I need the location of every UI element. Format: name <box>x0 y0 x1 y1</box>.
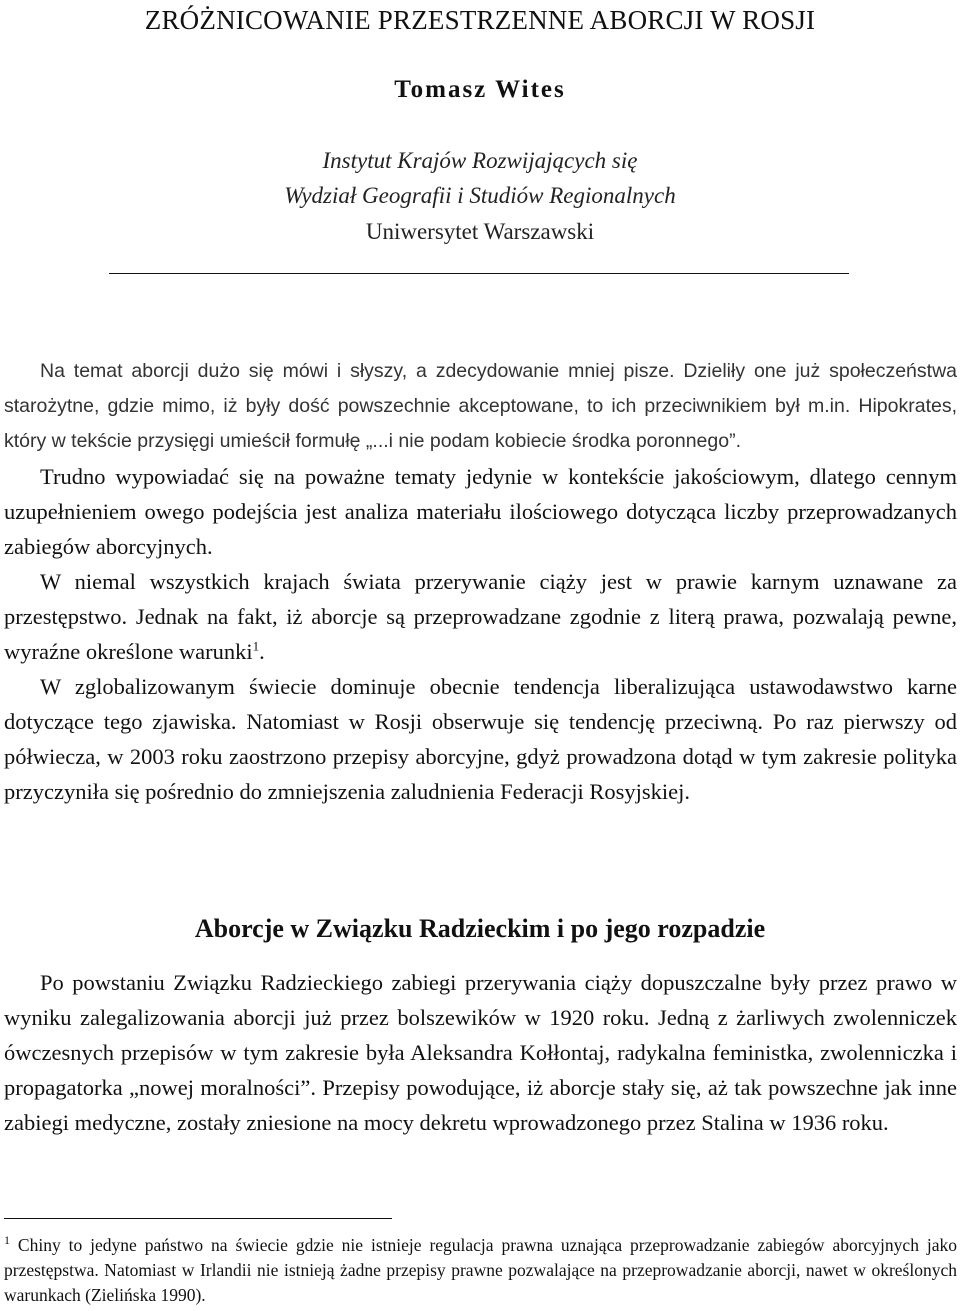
affiliation-institute: Instytut Krajów Rozwijających się <box>322 148 638 173</box>
footnote-1 <box>4 1233 957 1308</box>
intro-paragraph-2: Trudno wypowiadać się na poważne tematy jedynie w kontekście jakościowym, dlatego cennym uzupełnieniem owego podejścia jest analiza materiału ilościowego dotycząca liczby przeprowadzanych zabiegów aborcyjnych. <box>4 464 957 559</box>
header-divider <box>109 273 849 274</box>
intro-paragraph-1: Na temat aborcji dużo się mówi i słyszy, a zdecydowanie mniej pisze. Dzieliły one już społeczeństwa starożytne, gdzie mimo, iż były dość powszechnie akceptowane, to ich przeciwnikiem był m.in. Hipokrates, który w tekście przysięgi umieścił formułę „...i nie podam kobiecie środka poronnego”. <box>4 360 957 452</box>
intro-paragraph-4: W zglobalizowanym świecie dominuje obecnie tendencja liberalizująca ustawodawstwo karne dotyczące tego zjawiska. Natomiast w Rosji obserwuje się tendencję przeciwną. Po raz pierwszy od półwiecza, w 2003 roku zaostrzono przepisy aborcyjne, gdyż prowadzona dotąd w tym zakresie polityka przyczyniła się pośrednio do zmniejszenia zaludnienia Federacji Rosyjskiej. <box>4 674 957 804</box>
footnote-ref-1[interactable]: 1 <box>252 638 260 654</box>
article-title: ZRÓŻNICOWANIE PRZESTRZENNE ABORCJI W ROSJI <box>144 5 816 35</box>
footnote-1-text: Chiny to jedyne państwo na świecie gdzie nie istnieje regulacja prawna uznająca przeprowadzanie zabiegów aborcyjnych jako przestępstwa. Natomiast w Irlandii nie istnieją żadne przepisy prawne pozwalające na przeprowadzanie aborcji, nawet w określonych warunkach (Zielińska 1990). <box>4 1235 957 1305</box>
section-heading: Aborcje w Związku Radzieckim i po jego rozpadzie <box>194 914 766 943</box>
section-paragraph-1: Po powstaniu Związku Radzieckiego zabiegi przerywania ciąży dopuszczalne były przez prawo w wyniku zalegalizowania aborcji już przez bolszewików w 1920 roku. Jedną z żarliwych zwolenniczek ówczesnych przepisów w tym zakresie była Aleksandra Kołłontaj, radykalna feministka, zwolenniczka i propagatorka „nowej moralności”. Przepisy powodujące, iż aborcje stały się, aż tak powszechne jak inne zabiegi medyczne, zostały zniesione na mocy dekretu wprowadzonego przez Stalina w 1936 roku. <box>4 970 957 1135</box>
intro-paragraph-3-text: W niemal wszystkich krajach świata przerywanie ciąży jest w prawie karnym uznawane za przestępstwo. Jednak na fakt, iż aborcje są przeprowadzane zgodnie z literą prawa, pozwalają pewne, wyraźne określone warunki <box>4 569 957 664</box>
article-author: Tomasz Wites <box>394 76 566 103</box>
section-body <box>4 965 957 1140</box>
intro-paragraph-3-end: . <box>259 639 265 664</box>
affiliation-university: Uniwersytet Warszawski <box>365 219 595 244</box>
intro-section <box>4 354 957 809</box>
intro-paragraph-3 <box>4 564 957 669</box>
affiliation-faculty: Wydział Geografii i Studiów Regionalnych <box>284 183 676 208</box>
footnote-1-mark: 1 <box>4 1233 10 1248</box>
footnote-divider <box>4 1218 392 1219</box>
